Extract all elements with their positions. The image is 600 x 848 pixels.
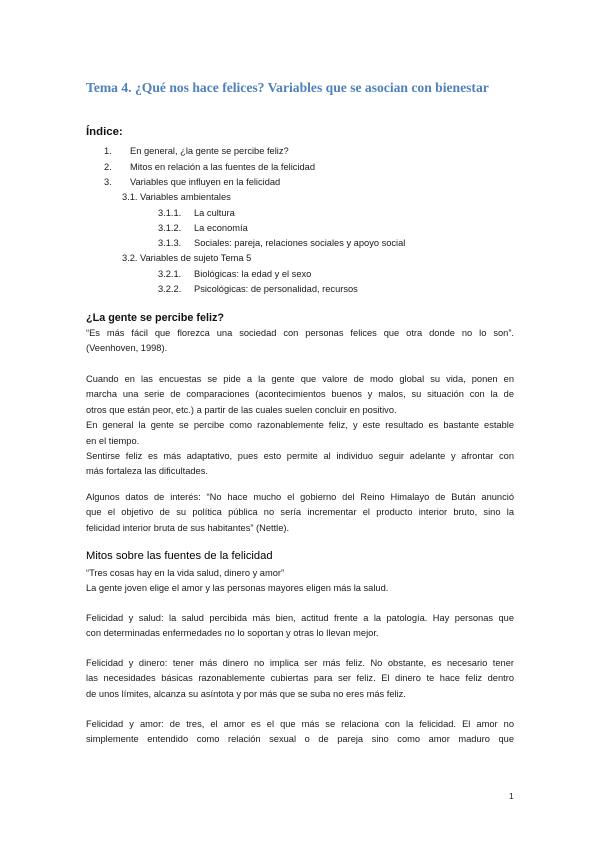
toc-text: La cultura [194,208,235,218]
toc-item [104,146,289,156]
paragraph [86,372,514,480]
toc-item [122,253,251,263]
toc-item [158,208,235,218]
toc-item [104,177,280,187]
toc-text: Biológicas: la edad y el sexo [194,269,312,279]
paragraph [86,490,514,536]
text-line: de unos límites, alcanza su asíntota y por más que se suba no eres más feliz. [86,688,406,699]
text-line: Cuando en las encuestas se pide a la gente que valore de modo global su vida, ponen en [86,374,514,384]
section-heading: Mitos sobre las fuentes de la felicidad [86,550,273,562]
text-line: felicidad interior bruta de sus habitantes” (Nettle). [86,522,290,533]
toc-text: La economía [194,223,248,233]
toc-text: Variables de sujeto Tema 5 [140,253,252,263]
text-line: marcha una serie de comparaciones (acontecimientos buenos y malos, su situación con la de [86,389,514,400]
toc-number: 3.2.2. [158,284,182,294]
toc-text: Psicológicas: de personalidad, recursos [194,284,358,294]
toc-number: 3.1.1. [158,208,182,218]
text-line: “Tres cosas hay en la vida salud, dinero y amor” [86,568,285,578]
page-number: 1 [509,791,514,801]
toc-item [158,223,248,233]
toc-text: En general, ¿la gente se percibe feliz? [130,146,289,156]
text-line: simplemente entendido como relación sexual o de pareja sino como amor maduro que [86,734,514,745]
toc-text: Mitos en relación a las fuentes de la felicidad [130,162,316,172]
section-heading: ¿La gente se percibe feliz? [86,312,224,324]
text-line: Felicidad y amor: de tres, el amor es el que más se relaciona con la felicidad. El amor no [86,719,514,729]
toc-number: 3.1.3. [158,238,182,248]
text-line: otros que están peor, etc.) a partir de las cuales suelen concluir en positivo. [86,404,397,415]
text-line: Sentirse feliz es más adaptativo, pues esto permite al individuo seguir adelante y afrontar con [86,451,514,462]
toc-number: 3. [104,177,112,187]
toc-number: 3.1. [122,192,138,202]
toc-item [158,238,405,248]
text-line: (Veenhoven, 1998). [86,343,168,354]
text-line: con determinadas enfermedades no lo soportan y otras lo llevan mejor. [86,628,379,639]
text-line: Algunos datos de interés: “No hace mucho el gobierno del Reino Himalayo de Bután anunció [86,492,514,502]
paragraph [86,566,514,597]
toc-text: Variables ambientales [140,192,231,202]
text-line: Felicidad y salud: la salud percibida más bien, actitud frente a la patología. Hay personas que [86,613,514,623]
text-line: que el objetivo de su política pública no sería incrementar el producto interior bruto, sino la [86,507,514,518]
toc-text: Sociales: pareja, relaciones sociales y apoyo social [194,238,406,248]
paragraph [86,656,514,702]
toc-item [122,192,231,202]
text-line: en el tiempo. [86,435,140,446]
paragraph [86,717,514,748]
document-title: Tema 4. ¿Qué nos hace felices? Variables que se asocian con bienestar [86,80,489,95]
toc-number: 3.2. [122,253,138,263]
toc-item [104,162,315,172]
toc-number: 3.2.1. [158,269,182,279]
paragraph [86,326,514,357]
paragraph [86,611,514,642]
toc-number: 3.1.2. [158,223,182,233]
toc-number: 2. [104,162,112,172]
toc-number: 1. [104,146,112,156]
text-line: En general la gente se percibe como razonablemente feliz, y este resultado es bastante estable [86,420,514,431]
text-line: La gente joven elige el amor y las personas mayores eligen más la salud. [86,583,389,594]
text-line: las necesidades básicas razonablemente cubiertas para ser feliz. El dinero te hace feliz dentro [86,673,514,684]
text-line: “Es más fácil que florezca una sociedad con personas felices que otra donde no lo son”. [86,328,514,338]
toc-item [158,284,358,294]
toc-text: Variables que influyen en la felicidad [130,177,281,187]
index-heading: Índice: [86,126,123,138]
text-line: más fortaleza las dificultades. [86,466,208,477]
toc-item [158,269,311,279]
text-line: Felicidad y dinero: tener más dinero no implica ser más feliz. No obstante, es necesario tener [86,658,514,668]
